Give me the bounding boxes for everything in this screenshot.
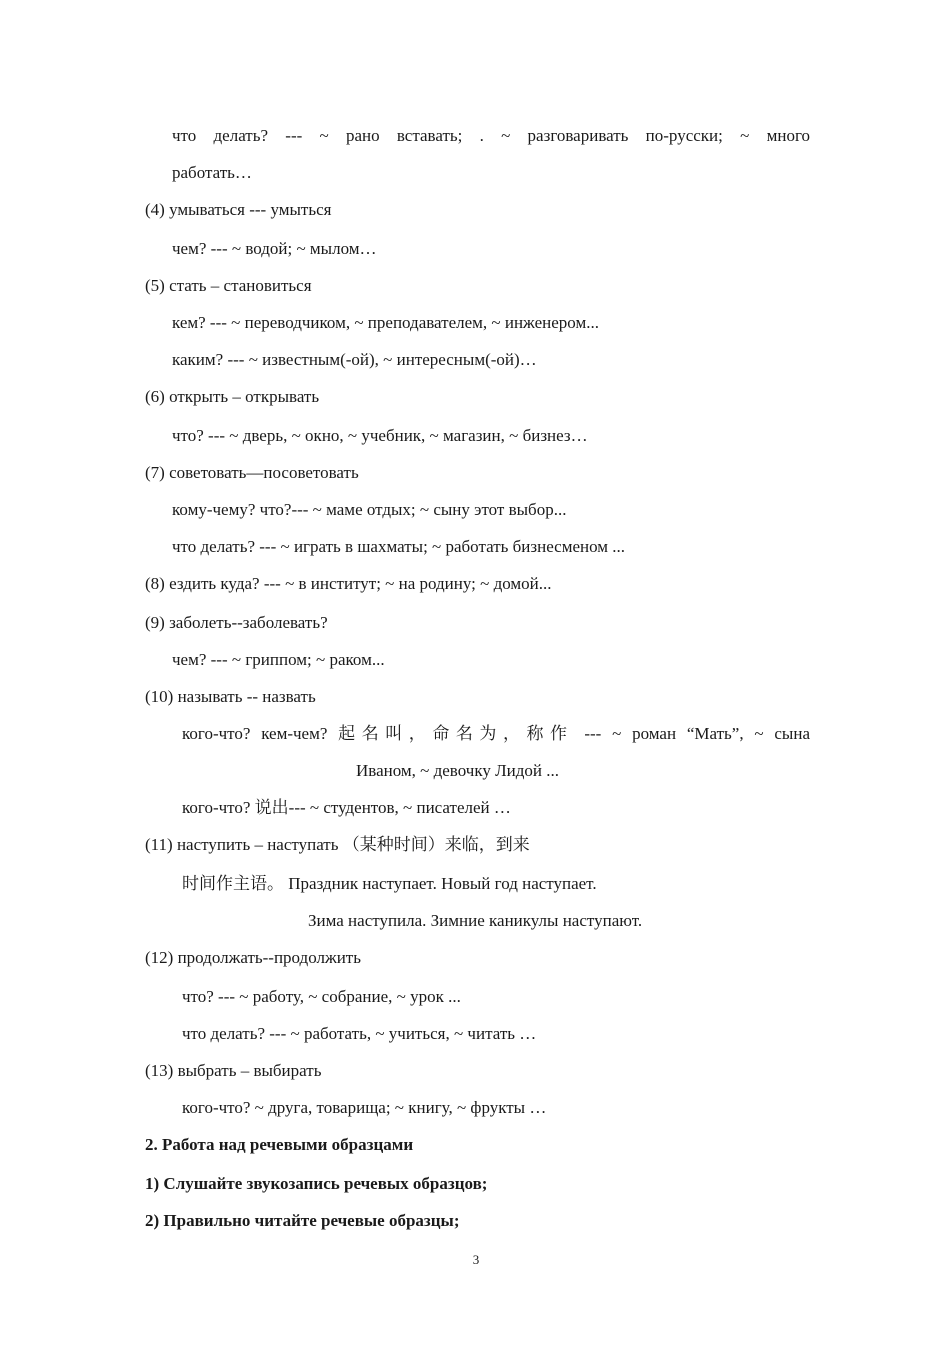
item-heading-6: (6) открыть – открывать bbox=[145, 387, 320, 406]
step-1: 1) Слушайте звукозапись речевых образцов; bbox=[145, 1174, 488, 1193]
item-heading-12: (12) продолжать--продолжить bbox=[145, 948, 361, 967]
item-heading-10: (10) называть -- назвать bbox=[145, 687, 316, 706]
text-line-9: что? --- ~ дверь, ~ окно, ~ учебник, ~ магазин, ~ бизнез… bbox=[172, 426, 588, 445]
page-number: 3 bbox=[472, 1252, 480, 1267]
item-heading-5: (5) стать – становиться bbox=[145, 276, 312, 295]
text-line-1: что делать? --- ~ рано вставать; . ~ разговаривать по-русски; ~ много bbox=[172, 126, 810, 145]
text-line-18: Иваном, ~ девочку Лидой ... bbox=[356, 761, 559, 780]
text-line-24: что? --- ~ работу, ~ собрание, ~ урок ... bbox=[182, 987, 461, 1006]
text-line-2: работать… bbox=[172, 163, 252, 182]
item-heading-8: (8) ездить куда? --- ~ в институт; ~ на родину; ~ домой... bbox=[145, 574, 552, 593]
text-line-27: кого-что? ~ друга, товарища; ~ книгу, ~ фрукты … bbox=[182, 1098, 547, 1117]
text-line-22: Зима наступила. Зимние каникулы наступают. bbox=[308, 911, 643, 930]
text-line-4: чем? --- ~ водой; ~ мылом… bbox=[172, 239, 377, 258]
text-line-19: кого-что? 说出--- ~ студентов, ~ писателей … bbox=[182, 798, 511, 817]
text-line-21: 时间作主语。 Праздник наступает. Новый год наступает. bbox=[182, 874, 597, 893]
text-line-7: каким? --- ~ известным(-ой), ~ интересным(-ой)… bbox=[172, 350, 537, 369]
section-heading: 2. Работа над речевыми образцами bbox=[145, 1135, 414, 1154]
text-line-6: кем? --- ~ переводчиком, ~ преподавателем, ~ инженером... bbox=[172, 313, 599, 332]
text-line-17: кого-что? кем-чем? 起名叫，命名为，称作 --- ~ роман “Мать”, ~ сына bbox=[182, 724, 810, 743]
text-line-15: чем? --- ~ гриппом; ~ раком... bbox=[172, 650, 385, 669]
item-heading-9: (9) заболеть--заболевать? bbox=[145, 613, 328, 632]
item-heading-13: (13) выбрать – выбирать bbox=[145, 1061, 322, 1080]
item-heading-11: (11) наступить – наступать （某种时间）来临，到来 bbox=[145, 835, 530, 854]
item-heading-4: (4) умываться --- умыться bbox=[145, 200, 332, 219]
item-heading-7: (7) советовать—посоветовать bbox=[145, 463, 359, 482]
text-line-25: что делать? --- ~ работать, ~ учиться, ~ читать … bbox=[182, 1024, 537, 1043]
text-line-12: что делать? --- ~ играть в шахматы; ~ работать бизнесменом ... bbox=[172, 537, 626, 556]
step-2: 2) Правильно читайте речевые образцы; bbox=[145, 1211, 460, 1230]
text-line-11: кому-чему? что?--- ~ маме отдых; ~ сыну этот выбор... bbox=[172, 500, 567, 519]
